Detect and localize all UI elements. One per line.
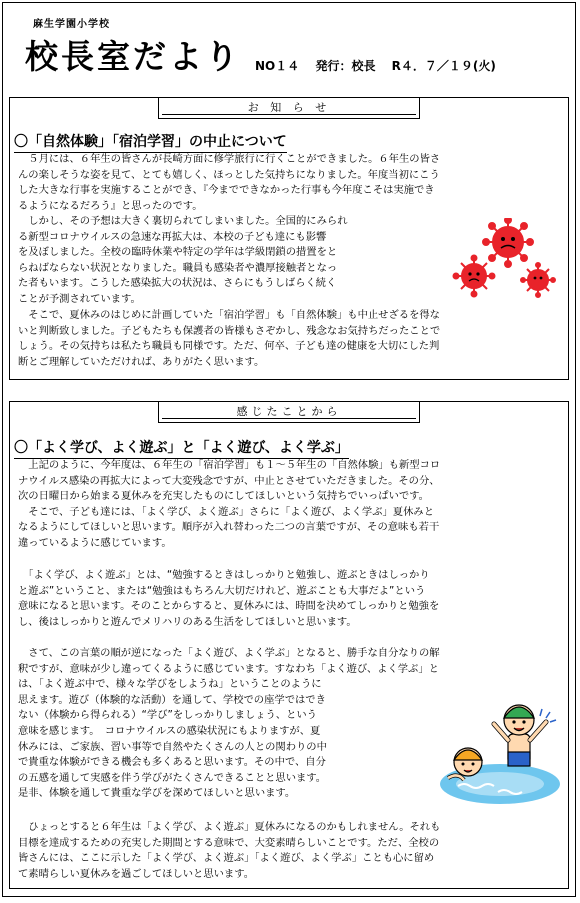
text-line: 意味を感じます。 コロナウイルスの感染状況にもよりますが、夏: [18, 724, 321, 737]
notice-p3: [18, 308, 563, 370]
notice-p1: [18, 152, 563, 214]
issue-date: R４．７／１９(火): [391, 59, 496, 73]
text-line: 意味になると思います。そのことからすると、夏休みには、時間を決めてしっかりと勉強を: [18, 600, 440, 613]
text-line: 違っているように感じています。: [18, 536, 172, 549]
text-line: 目標を達成するための充実した期間とする意味で、大変素晴らしいことです。ただ、全校の: [18, 836, 440, 849]
text-line: ナウイルス感染の再拡大によって大変残念ですが、中止とさせていただきました。その分、: [18, 474, 440, 487]
newsletter-title: 校長室だより: [25, 37, 241, 76]
text-line: した大きな行事を実施することができ、『今までできなかった行事も今年度こそは実施でき: [18, 184, 435, 197]
text-line: て素晴らしい夏休みを過ごしてほしいと思います。: [18, 867, 255, 880]
section-label-notice: お 知 ら せ: [158, 97, 420, 119]
issue-number: NO１４: [255, 59, 300, 73]
thoughts-p2: [18, 568, 563, 630]
thoughts-p1: [18, 458, 563, 552]
text-line: 休みには、ご家族、習い事等で自然やたくさんの人との関わりの中: [18, 740, 327, 753]
text-line: 釈ですが、意味が少し違ってくるように感じています。すなわち「よく遊び、よく学ぶ」と: [18, 662, 439, 675]
text-line: 思えます。遊び（体験的な活動）を通して、学校での座学ではでき: [18, 693, 326, 706]
notice-p2: [18, 214, 448, 308]
notice-heading: 〇「自然体験」「宿泊学習」の中止について: [14, 131, 287, 151]
thoughts-p4: [18, 820, 563, 882]
thoughts-section: [9, 401, 569, 889]
text-line: 「よく学び、よく遊ぶ」とは、“勉強するときはしっかりと勉強し、遊ぶときはしっかり: [18, 569, 430, 581]
text-line: 断とご理解していただければ、ありがたく思います。: [18, 355, 265, 368]
virus-icon: [450, 218, 560, 304]
text-line: は、「よく遊ぶ中で、様々な学びをしようね」ということのように: [18, 678, 322, 691]
text-line: らねばならない状況となりました。職員も感染者や濃厚接触者となっ: [18, 261, 338, 274]
newsletter-page: [2, 2, 576, 897]
text-line: るようになるだろう』と思ったのです。: [18, 199, 203, 212]
text-line: そこで、子ども達には、「よく学び、よく遊ぶ」さらに「よく遊び、よく学ぶ」夏休みと: [18, 505, 434, 518]
text-line: で貴重な体験ができる機会も多くあると思います。その中で、自分: [18, 756, 326, 769]
text-line: いと判断致しました。子どもたちも保護者の皆様もさぞかし、残念なお気持ちだったことで: [18, 324, 441, 337]
notice-section: [9, 97, 569, 380]
thoughts-heading: 〇「よく学び、よく遊ぶ」と「よく遊び、よく学ぶ」: [14, 437, 349, 457]
text-line: る新型コロナウイルスの急速な再拡大は、本校の子ども達にも影響: [18, 230, 327, 243]
text-line: しょう。その気持ちは私たち職員も同様です。ただ、何卒、子ども達の健康を大切にした判: [18, 340, 440, 353]
text-line: 是非、体験を通して貴重な学びを深めてほしいと思います。: [18, 787, 296, 800]
text-line: なるようにしてほしいと思います。順序が入れ替わった二つの言葉ですが、その意味も若干: [18, 521, 440, 534]
publisher: 発行：校長: [315, 59, 376, 73]
children-playing-icon: [428, 682, 562, 808]
text-line: ことが予測されています。: [18, 292, 141, 305]
text-line: ５月には、６年生の皆さんが長崎方面に修学旅行に行くことができました。６年生の皆さ: [18, 153, 441, 165]
text-line: た者もいます。こうした感染拡大の状況は、さらにもうしばらく続く: [18, 277, 337, 290]
text-line: ひょっとすると６年生は「よく学び、よく遊ぶ」夏休みになるのかもしれません。それも: [18, 821, 441, 833]
text-line: 皆さんには、ここに示した「よく学び、よく遊ぶ」「よく遊び、よく学ぶ」ことも心に留め: [18, 852, 435, 865]
text-line: し、後はしっかりと遊んでメリハリのある生活をしてほしいと思います。: [18, 615, 357, 628]
text-line: 上記のように、今年度は、６年生の「宿泊学習」も１～５年生の「自然体験」も新型コロ: [18, 459, 441, 471]
text-line: しかし、その予想は大きく裏切られてしまいました。全国的にみられ: [18, 215, 348, 227]
issue-info: [255, 57, 508, 74]
text-line: んの楽しそうな姿を見て、とても嬉しく、ほっとした気持ちになりました。年度当初にこう: [18, 168, 440, 181]
text-line: 次の日曜日から始まる夏休みを充実したものにしてほしいという気持ちでいっぱいです。: [18, 490, 429, 503]
text-line: と遊ぶ”ということ、または“勉強はもちろん大切だけれど、遊ぶことも大事だよ”という: [18, 584, 426, 597]
school-name: 麻生学園小学校: [33, 19, 110, 30]
text-line: ない（体験から得られる）“学び”をしっかりしましょう、という: [18, 709, 317, 722]
text-line: さて、この言葉の順が逆になった「よく遊び、よく学ぶ」となると、勝手な自分なりの解: [18, 647, 440, 659]
newsletter-header: [3, 3, 575, 85]
section-label-thoughts: 感じたことから: [158, 401, 420, 423]
text-line: を及ぼしました。全校の臨時休業や特定の学年は学級閉鎖の措置をと: [18, 246, 338, 259]
text-line: そこで、夏休みのはじめに計画していた「宿泊学習」も「自然体験」も中止せざるを得な: [18, 309, 440, 321]
text-line: の五感を通して実感を伴う学びがたくさんできることと思います。: [18, 771, 327, 784]
